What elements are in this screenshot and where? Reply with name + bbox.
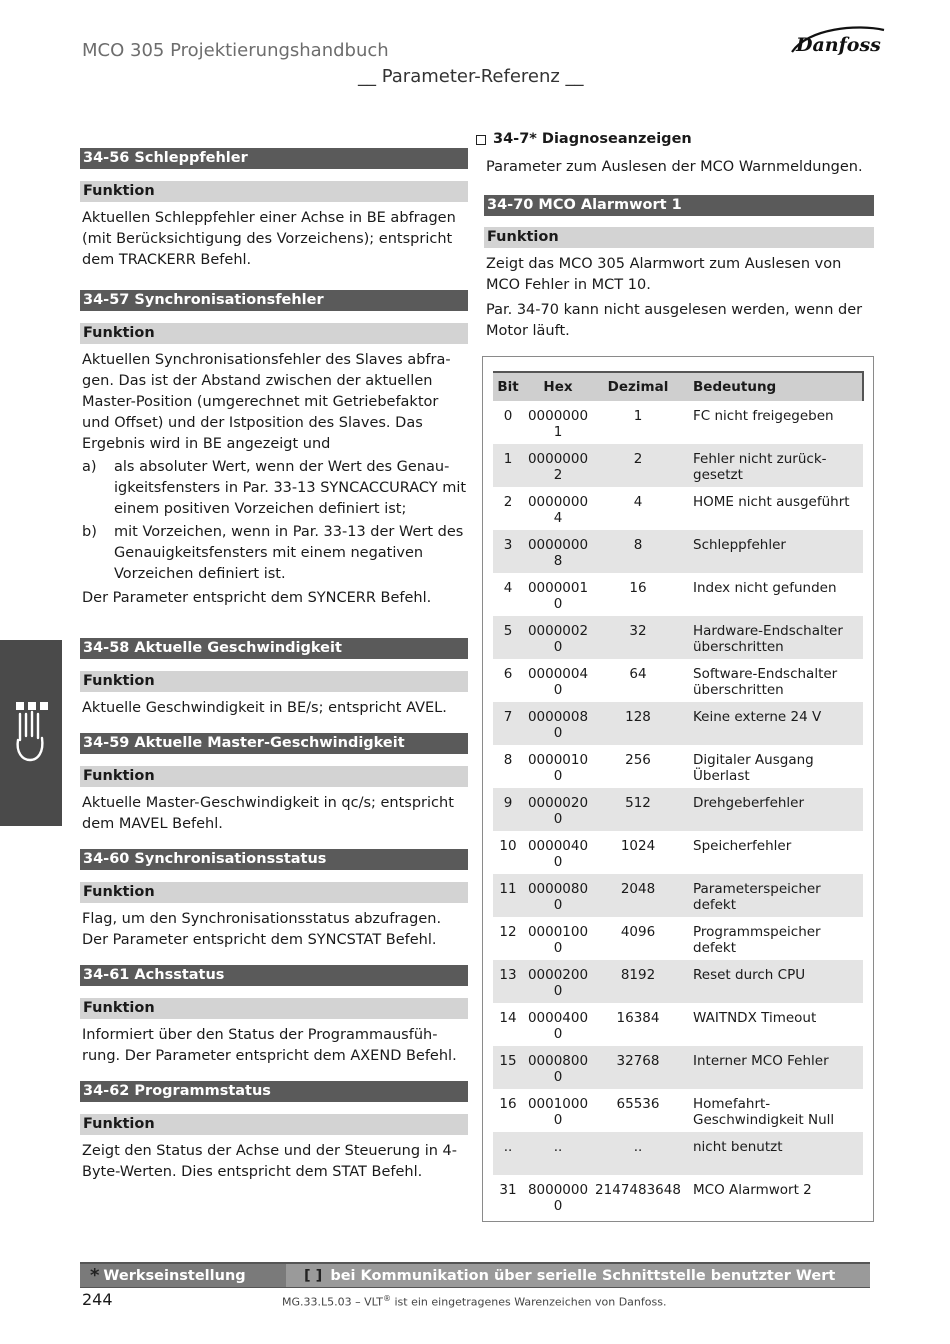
hex-cell: .. xyxy=(523,1132,593,1175)
param-34-58-heading: 34-58 Aktuelle Geschwindigkeit xyxy=(80,638,468,659)
bit-cell: 13 xyxy=(493,960,523,1003)
hex-cell: 0000200 0 xyxy=(523,960,593,1003)
table-row xyxy=(493,1089,863,1132)
table-row xyxy=(493,1132,863,1175)
hex-cell: 0001000 0 xyxy=(527,1096,589,1128)
param-34-57-heading: 34-57 Synchronisationsfehler xyxy=(80,290,468,311)
table-row xyxy=(493,1046,863,1089)
hex-cell: 0000001 0 xyxy=(527,580,589,612)
meaning-cell: Schleppfehler xyxy=(683,530,863,573)
param-34-57-description: Aktuellen Synchronisationsfehler des Slaves abfra-gen. Das ist der Abstand zwischen der aktuellen Master-Position (umgerechnet mit Getriebefaktor und Offset) und der Istposition des Slaves. Das Ergebnis wird in BE angezeigt und xyxy=(82,352,451,452)
decimal-cell: .. xyxy=(593,1132,683,1175)
decimal-cell: 2 xyxy=(593,444,683,487)
decimal-cell: 2147483648 xyxy=(595,1182,681,1198)
hex-cell: 0000000 4 xyxy=(527,494,589,526)
decimal-cell: 4 xyxy=(633,494,643,510)
trademark-note xyxy=(282,1294,666,1309)
meaning-cell: FC nicht freigegeben xyxy=(693,408,834,424)
meaning-cell: HOME nicht ausgeführt xyxy=(693,494,850,510)
document-title: MCO 305 Projektierungshandbuch xyxy=(82,40,389,61)
table-row xyxy=(493,530,863,573)
bit-cell: 12 xyxy=(499,924,517,940)
hex-cell: 0000400 0 xyxy=(527,1010,589,1042)
hex-cell: 0000020 0 xyxy=(523,788,593,831)
param-34-60-description: Flag, um den Synchronisationsstatus abzufragen. Der Parameter entspricht dem SYNCSTAT Befehl. xyxy=(82,911,442,948)
function-heading: Funktion xyxy=(80,671,468,692)
serial-value-legend xyxy=(286,1264,870,1287)
bracket-icon: [ ] xyxy=(304,1267,323,1284)
meaning-cell: WAITNDX Timeout xyxy=(693,1010,817,1026)
right-column xyxy=(484,129,874,342)
function-heading: Funktion xyxy=(80,323,468,344)
bit-cell: 5 xyxy=(493,616,523,659)
list-marker: a) xyxy=(82,459,97,475)
page-number: 244 xyxy=(82,1290,113,1309)
list-item-a xyxy=(82,457,468,520)
alarm-word-table xyxy=(493,371,864,1218)
trademark-note-suffix: ist ein eingetragenes Warenzeichen von Danfoss. xyxy=(390,1295,667,1309)
footer-legend-bar xyxy=(80,1262,870,1288)
table-row xyxy=(493,874,863,917)
meaning-cell: Digitaler Ausgang Überlast xyxy=(693,752,814,784)
list-text: mit Vorzeichen, wenn in Par. 33-13 der Wert des Genauigkeitsfensters mit einem negativen Vorzeichen definiert ist. xyxy=(114,524,464,582)
hex-cell: 0000040 0 xyxy=(527,838,589,870)
decimal-cell: 8192 xyxy=(593,960,683,1003)
meaning-cell: MCO Alarmwort 2 xyxy=(693,1182,812,1198)
param-34-61-description: Informiert über den Status der Programmausfüh-rung. Der Parameter entspricht dem AXEND Befehl. xyxy=(82,1027,457,1064)
table-row xyxy=(493,616,863,659)
hex-cell: 0000000 1 xyxy=(527,408,589,440)
decimal-cell: 16 xyxy=(629,580,647,596)
hand-pressing-keys-icon xyxy=(12,700,52,764)
alarm-word-table-box xyxy=(482,356,874,1222)
table-header-row xyxy=(493,372,863,401)
table-row xyxy=(493,788,863,831)
list-marker: b) xyxy=(82,524,97,540)
group-title: 34-7* Diagnoseanzeigen xyxy=(493,131,692,147)
param-34-70-description: Zeigt das MCO 305 Alarmwort zum Auslesen von MCO Fehler in MCT 10. xyxy=(486,256,842,293)
function-heading: Funktion xyxy=(80,998,468,1019)
column-header-meaning: Bedeutung xyxy=(683,372,863,401)
bit-cell: 16 xyxy=(499,1096,517,1112)
table-row xyxy=(493,917,863,960)
param-34-62-description: Zeigt den Status der Achse und der Steuerung in 4-Byte-Werten. Dies entspricht dem STAT Befehl. xyxy=(82,1143,457,1180)
meaning-cell: Index nicht gefunden xyxy=(693,580,837,596)
table-row xyxy=(493,702,863,745)
param-34-59-heading: 34-59 Aktuelle Master-Geschwindigkeit xyxy=(80,733,468,754)
bit-cell: 2 xyxy=(503,494,513,510)
decimal-cell: 65536 xyxy=(616,1096,660,1112)
param-34-56-description: Aktuellen Schleppfehler einer Achse in BE abfragen (mit Berücksichtigung des Vorzeichens); entspricht dem TRACKERR Befehl. xyxy=(82,210,456,268)
bit-cell: 15 xyxy=(493,1046,523,1089)
hex-cell: 0000800 0 xyxy=(523,1046,593,1089)
hex-cell: 0000010 0 xyxy=(527,752,589,784)
decimal-cell: 8 xyxy=(593,530,683,573)
table-row xyxy=(493,659,863,702)
bit-cell: 8 xyxy=(503,752,513,768)
decimal-cell: 16384 xyxy=(616,1010,660,1026)
hex-cell: 0000004 0 xyxy=(527,666,589,698)
table-row xyxy=(493,444,863,487)
decimal-cell: 512 xyxy=(593,788,683,831)
list-item-b xyxy=(82,522,468,585)
decimal-cell: 1 xyxy=(633,408,643,424)
table-body xyxy=(493,401,863,1218)
decimal-cell: 256 xyxy=(625,752,651,768)
asterisk-icon: * xyxy=(90,1265,100,1286)
meaning-cell: Hardware-Endschalter überschritten xyxy=(683,616,863,659)
hex-cell: 0000000 8 xyxy=(523,530,593,573)
meaning-cell: Keine externe 24 V xyxy=(683,702,863,745)
section-title: __ Parameter-Referenz __ xyxy=(358,66,584,87)
hex-cell: 8000000 0 xyxy=(527,1182,589,1214)
bit-cell: 3 xyxy=(493,530,523,573)
meaning-cell: Fehler nicht zurück-gesetzt xyxy=(683,444,863,487)
bit-cell: .. xyxy=(493,1132,523,1175)
param-34-58-description: Aktuelle Geschwindigkeit in BE/s; entspricht AVEL. xyxy=(82,700,447,716)
param-34-62-heading: 34-62 Programmstatus xyxy=(80,1081,468,1102)
meaning-cell: Programmspeicher defekt xyxy=(693,924,821,956)
param-34-57-tail: Der Parameter entspricht dem SYNCERR Befehl. xyxy=(82,590,432,606)
left-column xyxy=(80,148,468,1183)
square-bullet-icon xyxy=(476,135,486,145)
table-row xyxy=(493,573,863,616)
bit-cell: 10 xyxy=(499,838,517,854)
chapter-side-tab xyxy=(0,640,62,826)
table-row xyxy=(493,1175,863,1218)
decimal-cell: 2048 xyxy=(593,874,683,917)
param-34-60-heading: 34-60 Synchronisationsstatus xyxy=(80,849,468,870)
bit-cell: 31 xyxy=(499,1182,517,1198)
table-row xyxy=(493,401,863,444)
param-34-59-description: Aktuelle Master-Geschwindigkeit in qc/s; entspricht dem MAVEL Befehl. xyxy=(82,795,454,832)
default-value-label: Werkseinstellung xyxy=(103,1267,246,1284)
bit-cell: 11 xyxy=(493,874,523,917)
table-row xyxy=(493,960,863,1003)
decimal-cell: 4096 xyxy=(620,924,656,940)
column-header-bit: Bit xyxy=(493,372,523,401)
parameter-group-heading xyxy=(484,129,874,150)
decimal-cell: 1024 xyxy=(620,838,656,854)
group-description: Parameter zum Auslesen der MCO Warnmeldungen. xyxy=(486,159,863,175)
serial-value-label: bei Kommunikation über serielle Schnittstelle benutzter Wert xyxy=(330,1267,836,1284)
svg-text:Danfoss: Danfoss xyxy=(796,34,881,56)
param-34-61-heading: 34-61 Achsstatus xyxy=(80,965,468,986)
hex-cell: 0000100 0 xyxy=(527,924,589,956)
column-header-decimal: Dezimal xyxy=(593,372,683,401)
hex-cell: 0000002 0 xyxy=(523,616,593,659)
meaning-cell: Interner MCO Fehler xyxy=(683,1046,863,1089)
registered-mark: ® xyxy=(382,1294,391,1303)
param-34-70-heading: 34-70 MCO Alarmwort 1 xyxy=(484,195,874,216)
bit-cell: 7 xyxy=(493,702,523,745)
param-34-56-heading: 34-56 Schleppfehler xyxy=(80,148,468,169)
decimal-cell: 128 xyxy=(593,702,683,745)
param-34-70-note: Par. 34-70 kann nicht ausgelesen werden, wenn der Motor läuft. xyxy=(486,302,863,339)
decimal-cell: 32 xyxy=(593,616,683,659)
bit-cell: 14 xyxy=(499,1010,517,1026)
function-heading: Funktion xyxy=(484,227,874,248)
meaning-cell: Software-Endschalter überschritten xyxy=(693,666,838,698)
function-heading: Funktion xyxy=(80,1114,468,1135)
list-text: als absoluter Wert, wenn der Wert des Genau-igkeitsfensters in Par. 33-13 SYNCACCURACY mit einem positiven Vorzeichen definiert ist; xyxy=(114,459,467,517)
meaning-cell: Reset durch CPU xyxy=(683,960,863,1003)
hex-cell: 0000080 0 xyxy=(523,874,593,917)
meaning-cell: Homefahrt-Geschwindigkeit Null xyxy=(693,1096,835,1128)
hex-cell: 0000000 2 xyxy=(523,444,593,487)
bit-cell: 1 xyxy=(493,444,523,487)
bit-cell: 6 xyxy=(503,666,513,682)
trademark-note-prefix: MG.33.L5.03 – VLT xyxy=(282,1295,383,1309)
column-header-hex: Hex xyxy=(523,372,593,401)
function-heading: Funktion xyxy=(80,766,468,787)
bit-cell: 4 xyxy=(503,580,513,596)
hex-cell: 0000008 0 xyxy=(523,702,593,745)
decimal-cell: 32768 xyxy=(593,1046,683,1089)
function-heading: Funktion xyxy=(80,882,468,903)
danfoss-logo xyxy=(788,22,888,62)
meaning-cell: Drehgeberfehler xyxy=(683,788,863,831)
bit-cell: 0 xyxy=(503,408,513,424)
meaning-cell: Parameterspeicher defekt xyxy=(683,874,863,917)
meaning-cell: nicht benutzt xyxy=(683,1132,863,1175)
decimal-cell: 64 xyxy=(629,666,647,682)
default-value-legend xyxy=(80,1264,286,1287)
table-row xyxy=(493,831,863,874)
table-row xyxy=(493,1003,863,1046)
function-heading: Funktion xyxy=(80,181,468,202)
bit-cell: 9 xyxy=(493,788,523,831)
table-row xyxy=(493,745,863,788)
table-row xyxy=(493,487,863,530)
meaning-cell: Speicherfehler xyxy=(693,838,792,854)
